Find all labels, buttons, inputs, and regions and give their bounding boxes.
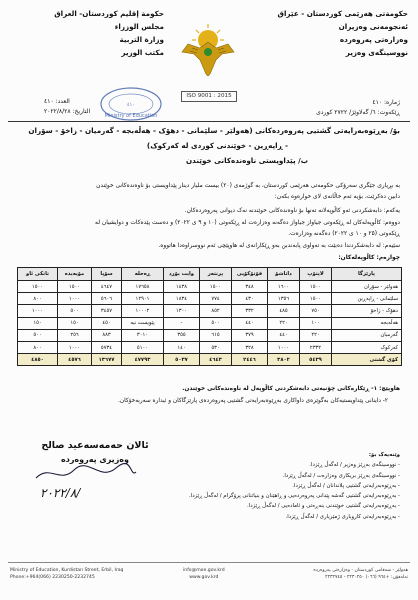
table-header-cell: پارێزگا <box>332 268 402 281</box>
table-cell: ٢٢٠ <box>300 329 332 341</box>
table-cell: ٢٢٠ <box>268 317 300 329</box>
kurdish-header <box>258 7 408 59</box>
table-cell: ١٠٠٠ <box>18 305 58 317</box>
kurdish-header-line: نووسینگەی وەزیر <box>345 48 408 57</box>
table-header-cell: ڕەحلە <box>122 268 164 281</box>
body-paragraph: یەکەم: دابەشکردنی ئەو کاڵوپەلانە تەنها بۆ ناوەندەکانی خوێندنە نەک دیوانی پەروەردەکان. <box>184 208 400 214</box>
table-cell: ١٠٠٠٢ <box>122 305 164 317</box>
table-cell: ١٥٠٠ <box>300 281 332 293</box>
table-cell: هەولێر - سۆران <box>332 281 402 293</box>
ref-number-kurdish: ژمارە: ٤١٠ <box>372 99 400 106</box>
arabic-header <box>14 7 164 59</box>
copies-item: - بەڕێوەبەرایەتی گشتیی خوێندنی بنەڕەتی و ئامادەیی / لەگەڵ ڕێزدا. <box>247 503 400 510</box>
copies-item: - بەڕێوەبەرایەتی گشتیی گەشە پێدانی پەروەردەیی و ڕاهێنان و بنیاتنانی پرۆگرام / لەگەڵ ڕێزدا. <box>189 493 400 500</box>
table-cell: کۆی گشتی <box>332 354 402 366</box>
table-cell: ١٥٠٠ <box>18 281 58 293</box>
table-cell: ٤٨٥٠ <box>18 354 58 366</box>
table-cell: ٢٥٦ <box>58 329 92 341</box>
table-cell: ٤٥٠ <box>92 317 122 329</box>
footer-divider <box>8 562 410 563</box>
table-cell: ١٥٠ <box>18 317 58 329</box>
table-cell: ٣٥٥ <box>164 329 200 341</box>
copies-item: - بەڕێوەبەرایەتی کاروباری ژمێریاری / لەگەڵ ڕێزدا. <box>285 513 400 520</box>
copies-title: وێنەیەک بۆ: <box>368 452 400 458</box>
table-cell: کەرکوک <box>332 341 402 353</box>
table-row <box>18 317 402 329</box>
table-cell: دهۆک - زاخۆ <box>332 305 402 317</box>
copies-item: - نووسینگەی بەڕێز وەزیر / لەگەڵ ڕێزدا. <box>309 462 400 469</box>
table-cell: ٥٠٠ <box>18 329 58 341</box>
footer-email: info@moe.gov.krd <box>183 568 225 573</box>
table-cell: ١٧٦٥٨ <box>122 281 164 293</box>
table-cell: ٣٢٨ <box>232 341 268 353</box>
footer-address: Ministry of Education, Kurdistan Street, Erbil, Iraq <box>10 568 124 573</box>
table-cell: ١٥٠ <box>58 317 92 329</box>
kurdistan-emblem-icon <box>178 22 238 80</box>
table-cell: ٣٤٥٧ <box>92 305 122 317</box>
table-cell: ٨٥٢ <box>200 305 232 317</box>
footer-phone-kurdish: تەلەفۆن: +٩٦٤ (٠٦٦) ٢٢٣٠٢٥٠ - ٢٢٣٢٧٤٥ <box>325 575 408 580</box>
ref-date-kurdish: ڕێکەوت: ٦/ گەلاوێژ/ ٢٧٢٢ کوردی <box>316 109 400 116</box>
table-cell: ٧٧٤ <box>200 293 232 305</box>
table-cell: ٢٤٤٦ <box>232 354 268 366</box>
table-row <box>18 305 402 317</box>
table-cell: ٥٠٣٧ <box>164 354 200 366</box>
table-header-cell: تانکی ئاو <box>18 268 58 281</box>
copies-item: - بەڕێوەبەرایەتی گشتیی پلاندانان / لەگەڵ ڕێزدا. <box>292 482 400 489</box>
footer-website: www.gov.krd <box>189 575 219 580</box>
copies-list <box>189 450 400 522</box>
body-paragraph: دابین دەکرێت، بۆیە ئەم خاڵانەی لای خوارەوە بکەن: <box>274 194 400 200</box>
arabic-header-line: مكتب الوزير <box>121 48 164 57</box>
ref-number-arabic: العدد: ٤١٠ <box>44 98 70 105</box>
table-cell: ١٨٣٤ <box>164 293 200 305</box>
table-header-cell: فۆتۆکۆپی <box>232 268 268 281</box>
iso-certificate-badge: ISO 9001 : 2015 <box>181 91 237 102</box>
table-cell: ١٣٠٠ <box>164 305 200 317</box>
table-header-cell: مۆبەیدە <box>58 268 92 281</box>
table-row <box>18 341 402 353</box>
table-cell: ٤٦٤٣ <box>200 354 232 366</box>
table-header-cell: سۆپا <box>92 268 122 281</box>
table-cell: ١٣٥٦ <box>268 293 300 305</box>
table-cell: سلێمانی - ڕاپەڕین <box>332 293 402 305</box>
table-header-row <box>18 268 402 281</box>
table-row <box>18 329 402 341</box>
copies-item: - نووسینگەی بەڕێز بریکاری وەزارەت / لەگەڵ ڕێزدا. <box>282 472 400 479</box>
table-cell: گەرمیان <box>332 329 402 341</box>
table-header-cell: لاپتۆپ <box>300 268 332 281</box>
kurdish-header-line: حكومةتی هەرێمی کوردستان - عێراق <box>277 9 408 18</box>
table-cell: ٣٣٢ <box>232 305 268 317</box>
table-cell: هەڵەبجە <box>332 317 402 329</box>
table-header-cell: وایت بۆرد <box>164 268 200 281</box>
table-total-row <box>18 354 402 366</box>
table-cell: ١٠٠٠ <box>58 341 92 353</box>
footer-middle <box>183 567 225 581</box>
table-cell: ٣٧٩ <box>232 329 268 341</box>
table-cell: ٤٨٥ <box>268 305 300 317</box>
table-header-cell: داتاشۆ <box>268 268 300 281</box>
table-cell: ٢٣٣٢ <box>300 341 332 353</box>
body-paragraph: ڕێکەوتی (٢٥ و ١٠ ی ٢٠٢٢) دەگەنە وەزارەت. <box>288 231 400 237</box>
table-cell: ٤٤٠ <box>268 329 300 341</box>
body-paragraph: چوارەم: کاڵوپەلەکان: <box>338 255 400 261</box>
subject-line: - ڕاپەڕین - خوێندنی کوردی لە کەرکوک) <box>146 141 288 150</box>
table-cell: ١٥٠٠ <box>200 281 232 293</box>
svg-text:٤١٠: ٤١٠ <box>126 102 136 108</box>
table-cell: ٣٨٠٢ <box>268 354 300 366</box>
subject-line: بۆ/ بەڕێوەبەرایەتی گشتیی پەروەردەکانی (هەولێر - سلێمانی - دهۆک - هەڵەبجە - گەرمیان - زاخۆ - سۆران <box>28 126 400 135</box>
table-cell: ٥٠٠ <box>58 305 92 317</box>
handwritten-signature-icon <box>30 460 140 486</box>
official-stamp-icon <box>96 84 166 124</box>
header-divider <box>8 121 410 122</box>
table-cell: - <box>164 317 200 329</box>
footer-left <box>10 567 123 581</box>
table-cell: ٣٠١٠ <box>122 329 164 341</box>
attachments-item: ٢- داینانی پێداویستیەکان بەگوێرەی داواکاری بەڕێوەبەرایەتی گشتیی پەروەردەی پارێزگاکان و ئیدارە سەربەخۆکان. <box>118 398 388 404</box>
table-cell: ١٤٠ <box>164 341 200 353</box>
table-cell: ٥٠٠ <box>200 317 232 329</box>
table-cell: ٨٠٠ <box>18 341 58 353</box>
table-cell: ١٠٠ <box>300 317 332 329</box>
table-cell: ١٥٠٠ <box>58 281 92 293</box>
footer-address-kurdish: هەولێر - شەقامی کوردستان - وەزارەتی پەروەردە <box>313 568 408 573</box>
table-cell: ٤٤٠ <box>232 317 268 329</box>
signatory-title: وەزیری پەروەردە <box>61 455 129 464</box>
table-cell: پێویست نیە <box>122 317 164 329</box>
table-cell: ١٤٣٨ <box>164 281 200 293</box>
table-cell: ١٥٠٠ <box>300 293 332 305</box>
table-cell: ٤٦٤٧ <box>92 281 122 293</box>
table-row <box>18 293 402 305</box>
arabic-header-line: وزارة التربية <box>119 35 164 44</box>
kurdish-header-line: وەزارەتی پەروەردە <box>339 35 408 44</box>
arabic-header-line: مجلس الوزراء <box>114 22 164 31</box>
table-cell: ١٠٠٠ <box>58 293 92 305</box>
arabic-header-line: حكومة إقليم كوردستان- العراق <box>54 9 164 18</box>
table-cell: ٨٨٣ <box>92 329 122 341</box>
body-paragraph: سێیەم: لە دابەشکردندا دەبێت بە تەواوی پابەندبن بەو ڕێکارانەی لە هاوپێچی ئەم نووسراوەدا هاتووە. <box>158 243 400 249</box>
table-cell: ٥٤٣٩ <box>300 354 332 366</box>
svg-text:Ministry of Education: Ministry of Education <box>104 113 158 119</box>
table-cell: ١٢٩٠١ <box>122 293 164 305</box>
footer-right <box>313 567 408 581</box>
table-row <box>18 281 402 293</box>
table-cell: ٤٣٠ <box>232 293 268 305</box>
table-cell: ٥٣٠ <box>200 341 232 353</box>
table-cell: ٥٧٣٤ <box>92 341 122 353</box>
table-cell: ١٦٠٠ <box>268 281 300 293</box>
table-cell: ٤٥٧٦ <box>58 354 92 366</box>
table-cell: ٥٦٠٦ <box>92 293 122 305</box>
body-paragraph: بە بڕیاری جێگری سەرۆکی حکومەتی هەرێمی کوردستان، بە گوژمەی (٢٠) بیست ملیار دینار پێداویستی بۆ ناوەندەکانی خوێندن <box>96 183 400 189</box>
table-cell: ٧٥٠ <box>300 305 332 317</box>
table-cell: ١٣٦٧٧ <box>92 354 122 366</box>
table-cell: ٤٧٧٩٣ <box>122 354 164 366</box>
signature-date: ٢٠٢٢/٨/ <box>40 486 81 500</box>
body-paragraph: دووەم: کاڵوپەلەکان لە ڕێکەوتی جیاواز جیاواز دەگەنە وەزارەت لە ڕێکەوتی (١٠ و ٩ ی ٢٠٢٢) و دەست پێدەکات و دوایشیان لە <box>95 220 400 226</box>
table-cell: ١٠٠٠ <box>268 341 300 353</box>
table-cell: ٣٤٨ <box>232 281 268 293</box>
footer-phone: Phone:+964(066) 2230250-2232745 <box>10 575 95 580</box>
table-cell: ٦١٥ <box>200 329 232 341</box>
signatory-name: ئالان حەمەسەعید صالح <box>41 440 149 451</box>
table-header-cell: پرنتەر <box>200 268 232 281</box>
kurdish-header-line: ئەنجومەنی وەزیران <box>338 22 408 31</box>
table-cell: ٨٠٠ <box>18 293 58 305</box>
subject-line: ب/ پێداویستی ناوەندەکانی خوێندن <box>186 156 308 165</box>
table-cell: ٥١٠٠ <box>122 341 164 353</box>
supplies-table <box>17 267 402 366</box>
ref-date-arabic: التاريخ: ٢٠٢٢/٨/٢٨ <box>44 108 91 115</box>
attachments-title: هاوپێچ: ١- ڕێکارەکانی چۆنیەتی دابەشکردنی کاڵوپەل لە ناوەندەکانی خوێندن. <box>182 386 400 392</box>
